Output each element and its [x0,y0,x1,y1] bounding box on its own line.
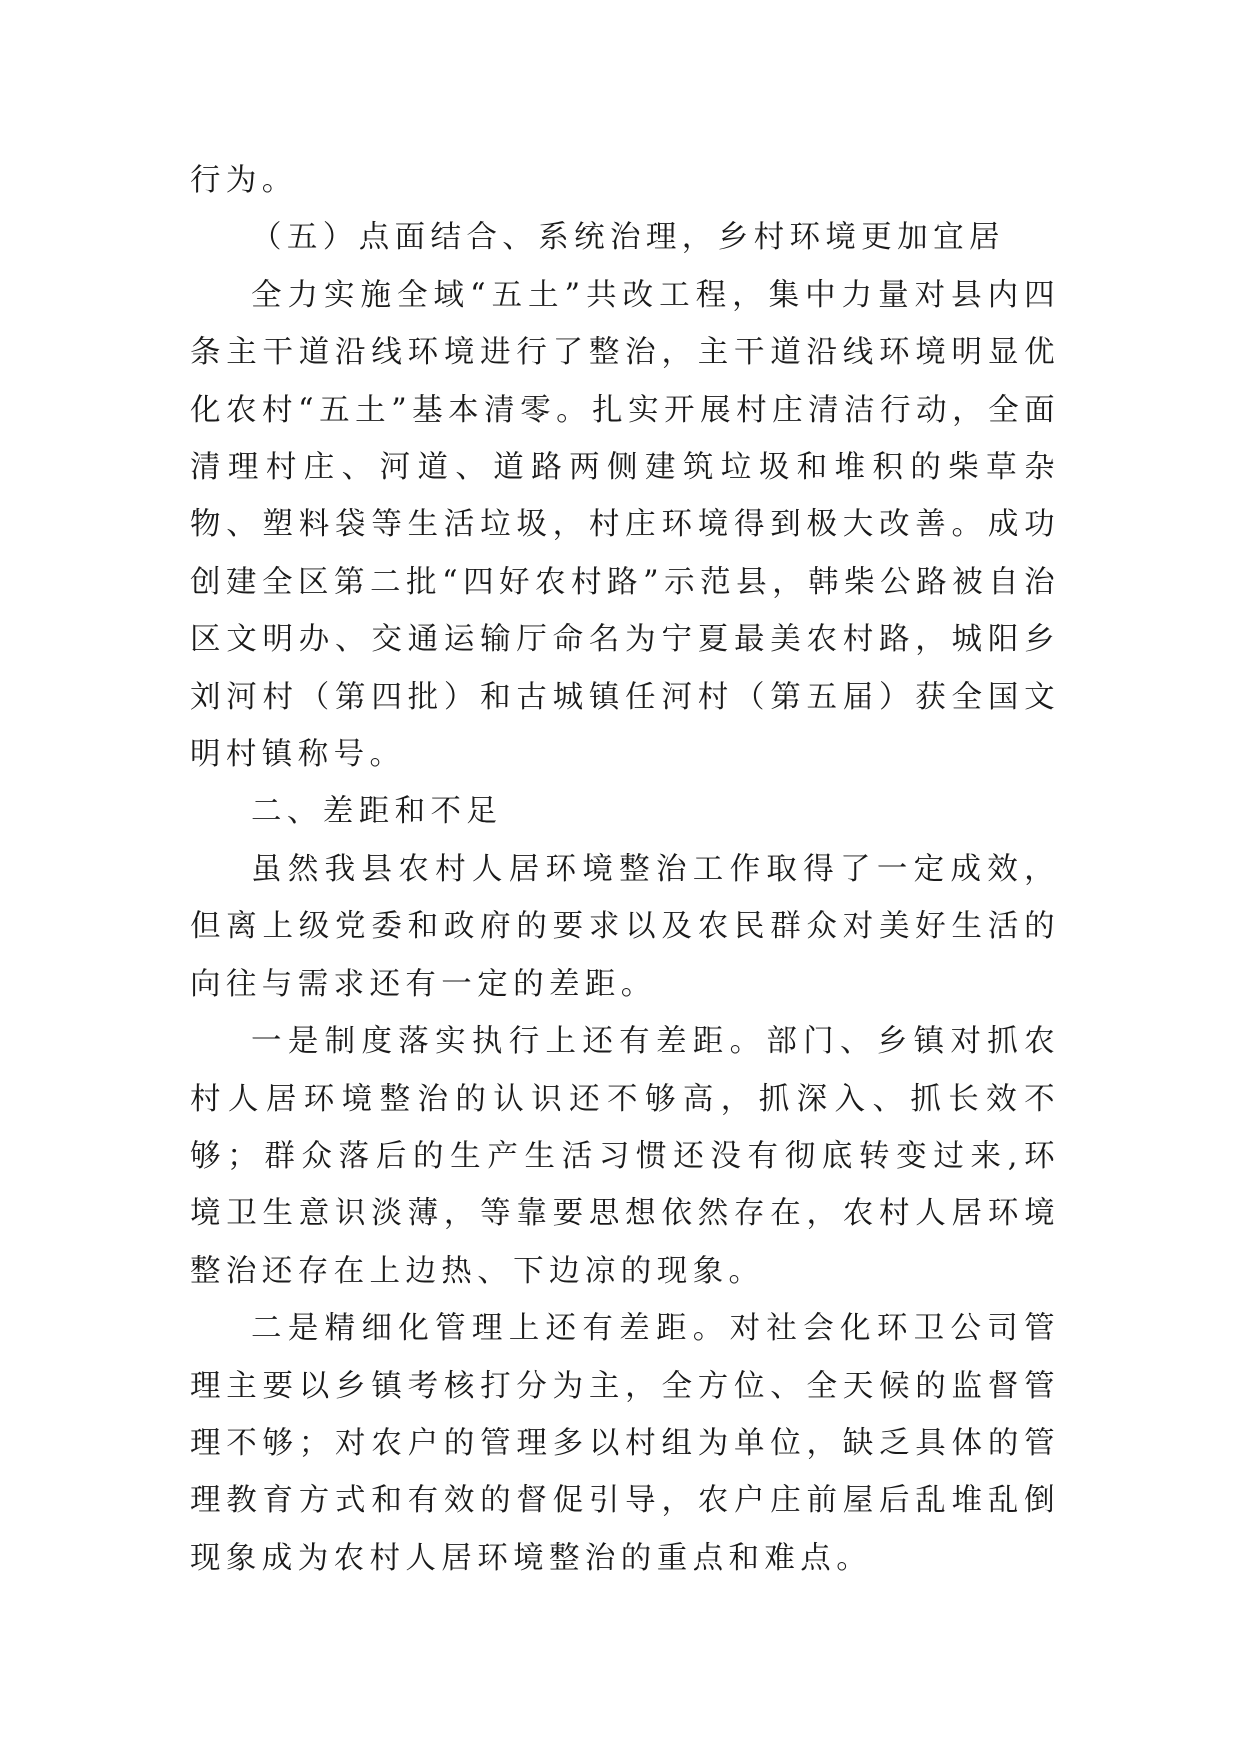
document-body [190,152,1060,1587]
paragraph-gap-intro: 虽然我县农村人居环境整治工作取得了一定成效，但离上级党委和政府的要求以及农民群众对美好生活的向往与需求还有一定的差距。 [190,851,1060,1002]
section-subheading: （五）点面结合、系统治理，乡村环境更加宜居 [251,220,1005,256]
paragraph-gap-management: 二是精细化管理上还有差距。对社会化环卫公司管理主要以乡镇考核打分为主，全方位、全天候的监督管理不够；对农户的管理多以村组为单位，缺乏具体的管理教育方式和有效的督促引导，农户庄前屋后乱堆乱倒现象成为农村人居环境整治的重点和难点。 [190,1311,1060,1576]
paragraph-continued: 行为。 [190,163,298,198]
paragraph-gap-system: 一是制度落实执行上还有差距。部门、乡镇对抓农村人居环境整治的认识还不够高，抓深入、抓长效不够；群众落后的生产生活习惯还没有彻底转变过来,环境卫生意识淡薄，等靠要思想依然存在，农村人居环境整治还存在上边热、下边凉的现象。 [190,1024,1060,1289]
paragraph-environment-improvement: 全力实施全域“五土”共改工程，集中力量对县内四条主干道沿线环境进行了整治，主干道沿线环境明显优化农村“五土”基本清零。扎实开展村庄清洁行动，全面清理村庄、河道、道路两侧建筑垃圾和堆积的柴草杂物、塑料袋等生活垃圾，村庄环境得到极大改善。成功创建全区第二批“四好农村路”示范县，韩柴公路被自治区文明办、交通运输厅命名为宁夏最美农村路，城阳乡刘河村（第四批）和古城镇任河村（第五届）获全国文明村镇称号。 [190,277,1060,773]
section-heading: 二、差距和不足 [251,794,503,830]
